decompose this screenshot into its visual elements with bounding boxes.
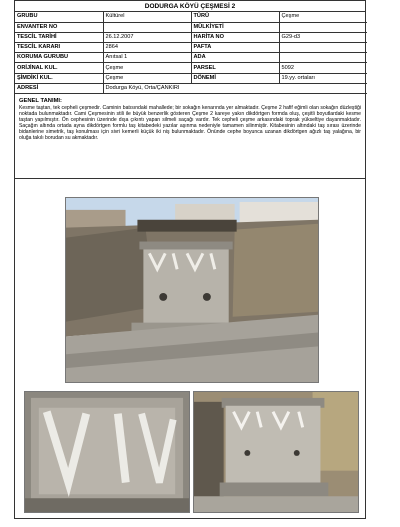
description-section <box>15 94 365 179</box>
field-value <box>279 43 367 53</box>
field-value: 2864 <box>103 43 191 53</box>
field-label: TÜRÜ <box>191 12 279 22</box>
field-label: TESCİL TARİHİ <box>15 32 103 42</box>
field-value: Çeşme <box>279 12 367 22</box>
field-label: GRUBU <box>15 12 103 22</box>
table-row <box>15 12 367 22</box>
fountain-side-image <box>194 392 358 512</box>
inscription-closeup-image <box>25 392 189 512</box>
info-table <box>15 12 367 94</box>
field-value: Çeşme <box>103 73 191 83</box>
table-row <box>15 73 367 83</box>
table-row <box>15 32 367 42</box>
field-label: ŞİMDİKİ KUL. <box>15 73 103 83</box>
description-text: Kesme taştan, tek cepheli çeşmedir. Caminin batısındaki mahallede; bir sokağın kenarında yer almaktadır. Çeşme 2 hafif eğimli olan sokağın düzleştiği noktada bulunmaktadır. Cami Çeşmesinin stili ile büyük benzerlik gösteren Çeşme 2 kareye yakın dikdörtgen formda oluş, çeşitli boyutlardaki kesme taştan yapılmıştır. Ön cephesinin üzerinde dışa çıkıntı yapan silmeli saçağı vardır. Tek cepheli çeşme arkasındaki toprak yükseltiye dayanmaktadır. Saçağın altında ortada ayna dikdörtgen formlu taş kitabedeki yazılar aşınma nedeniyle tamamen silinmiştir. Kitabesinin altındaki taş sırası üzerinde bidanlerine simetrik, taş konulması için sivri kemerli küçük iki niş bulunmaktadır. Önünde cephe boyunca uzanan dikdörtgen ağızlı taş yalağına, bir oluğa takılı borudan su akmaktadır. <box>19 105 361 142</box>
inventory-sheet <box>14 0 366 519</box>
field-value: Çeşme <box>103 63 191 73</box>
address-label: ADRESİ <box>15 83 103 93</box>
address-value: Dodurga Köyü, Orta/ÇANKIRI <box>103 83 367 93</box>
field-label: TESCİL KARARI <box>15 43 103 53</box>
description-label: GENEL TANIMI: <box>19 98 62 104</box>
inscription-closeup-photo <box>24 391 190 513</box>
photo-section <box>15 197 365 518</box>
fountain-side-photo <box>193 391 359 513</box>
page-title: DODURGA KÖYÜ ÇEŞMESİ 2 <box>15 1 365 12</box>
field-label: ADA <box>191 53 279 63</box>
field-value: G29-d3 <box>279 32 367 42</box>
field-value: 5092 <box>279 63 367 73</box>
table-row <box>15 63 367 73</box>
table-row <box>15 43 367 53</box>
table-row <box>15 53 367 63</box>
field-label: DÖNEMİ <box>191 73 279 83</box>
field-label: KORUMA GURUBU <box>15 53 103 63</box>
field-value: Kültürel <box>103 12 191 22</box>
field-label: PARSEL <box>191 63 279 73</box>
field-label: PAFTA <box>191 43 279 53</box>
field-label: MÜLKİYETİ <box>191 22 279 32</box>
fountain-photo-main-image <box>66 198 318 382</box>
field-value: Anıtsal 1 <box>103 53 191 63</box>
table-row <box>15 83 367 93</box>
field-label: ORİJİNAL KUL. <box>15 63 103 73</box>
field-label: ENVANTER NO <box>15 22 103 32</box>
field-value: 26.12.2007 <box>103 32 191 42</box>
field-value <box>279 22 367 32</box>
field-value <box>279 53 367 63</box>
field-value <box>103 22 191 32</box>
table-row <box>15 22 367 32</box>
field-label: HARİTA NO <box>191 32 279 42</box>
field-value: 19.yy. ortaları <box>279 73 367 83</box>
fountain-photo-main <box>65 197 319 383</box>
